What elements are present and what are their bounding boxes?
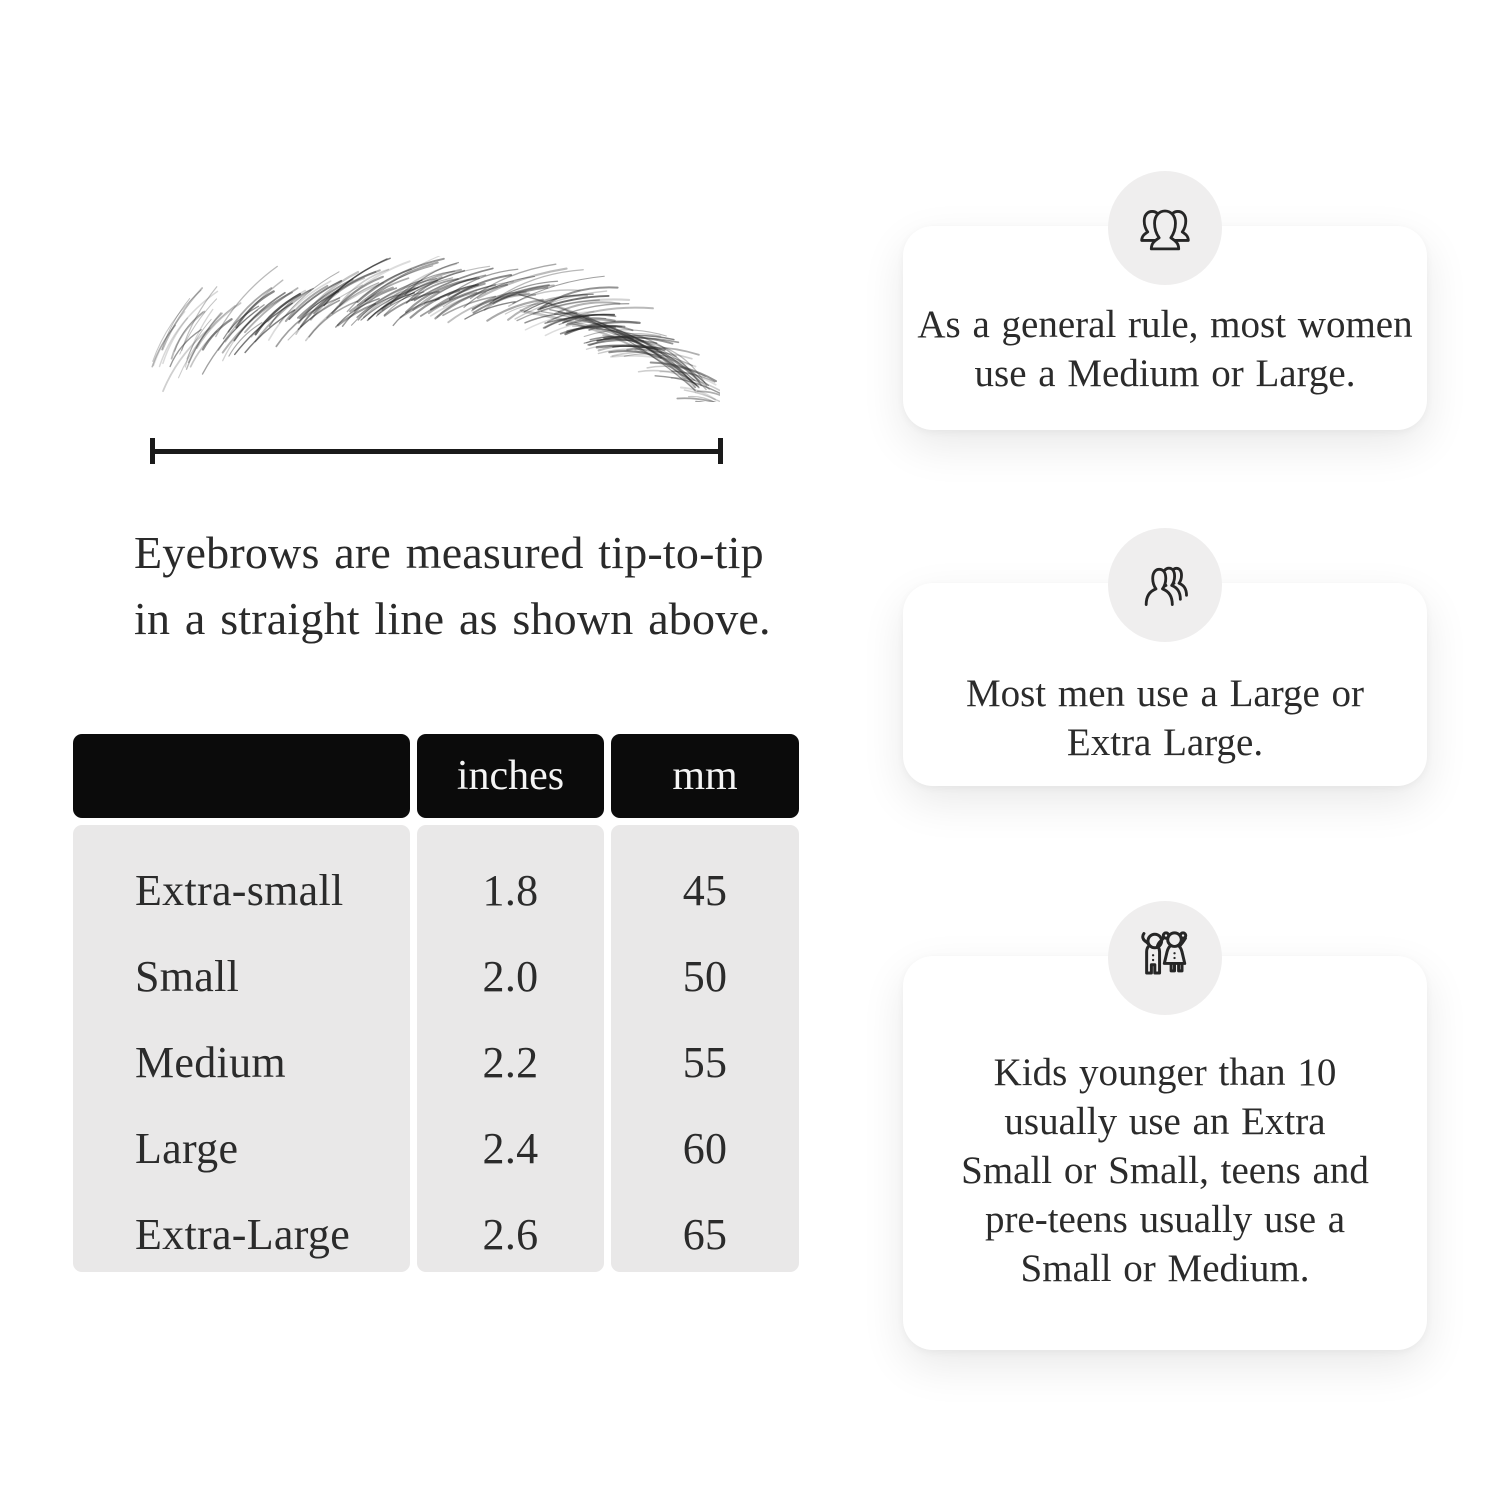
size-value-mm: 65 (682, 1209, 728, 1259)
size-value-mm: 55 (682, 1037, 728, 1087)
size-row-label: Extra-small (135, 865, 344, 915)
card-text-line: Kids younger than 10 (993, 1051, 1337, 1094)
men-badge (1108, 528, 1222, 642)
size-row-label: Extra-Large (135, 1209, 351, 1259)
size-table-inches-column (417, 825, 604, 1272)
card-text-line: Most men use a Large or (965, 672, 1365, 715)
measurement-caption (134, 520, 771, 652)
size-table-header-row (73, 734, 799, 818)
women-group-icon (1133, 196, 1197, 260)
card-text-line: Small or Medium. (1020, 1247, 1310, 1290)
card-text-line: pre-teens usually use a (984, 1198, 1346, 1241)
size-table-header-inches: inches (417, 734, 604, 818)
measurement-line (150, 438, 723, 464)
women-badge (1108, 171, 1222, 285)
size-table-body (73, 825, 799, 1272)
size-table (73, 734, 799, 1272)
kids-advice-card (903, 956, 1427, 1350)
men-group-icon (1133, 553, 1197, 617)
card-text-line: Small or Small, teens and (961, 1149, 1369, 1192)
size-table-header-blank (73, 734, 410, 818)
size-table-label-column (73, 825, 410, 1272)
measurement-caption-line1: Eyebrows are measured tip-to-tip (134, 527, 764, 578)
kids-badge (1108, 901, 1222, 1015)
size-row-label: Small (135, 951, 240, 1001)
measurement-line-right-cap (718, 438, 723, 464)
size-table-header-mm: mm (611, 734, 799, 818)
size-row-label: Medium (135, 1037, 286, 1087)
card-text-line: usually use an Extra (1004, 1100, 1326, 1143)
size-value-inches: 2.4 (482, 1123, 539, 1173)
size-value-mm: 50 (682, 951, 728, 1001)
size-value-inches: 2.6 (482, 1209, 539, 1259)
size-value-inches: 1.8 (482, 865, 539, 915)
card-text-line: As a general rule, most women (917, 303, 1413, 346)
measurement-line-bar (155, 449, 718, 454)
size-row-label: Large (135, 1123, 239, 1173)
size-table-mm-column (611, 825, 799, 1272)
size-value-mm: 45 (682, 865, 728, 915)
measurement-caption-line2: in a straight line as shown above. (134, 593, 771, 644)
card-text-line: Extra Large. (1066, 721, 1264, 764)
size-value-mm: 60 (682, 1123, 728, 1173)
card-text-line: use a Medium or Large. (974, 352, 1356, 395)
size-value-inches: 2.0 (482, 951, 539, 1001)
kids-icon (1131, 924, 1199, 992)
eyebrow-illustration (138, 256, 720, 402)
size-value-inches: 2.2 (482, 1037, 539, 1087)
